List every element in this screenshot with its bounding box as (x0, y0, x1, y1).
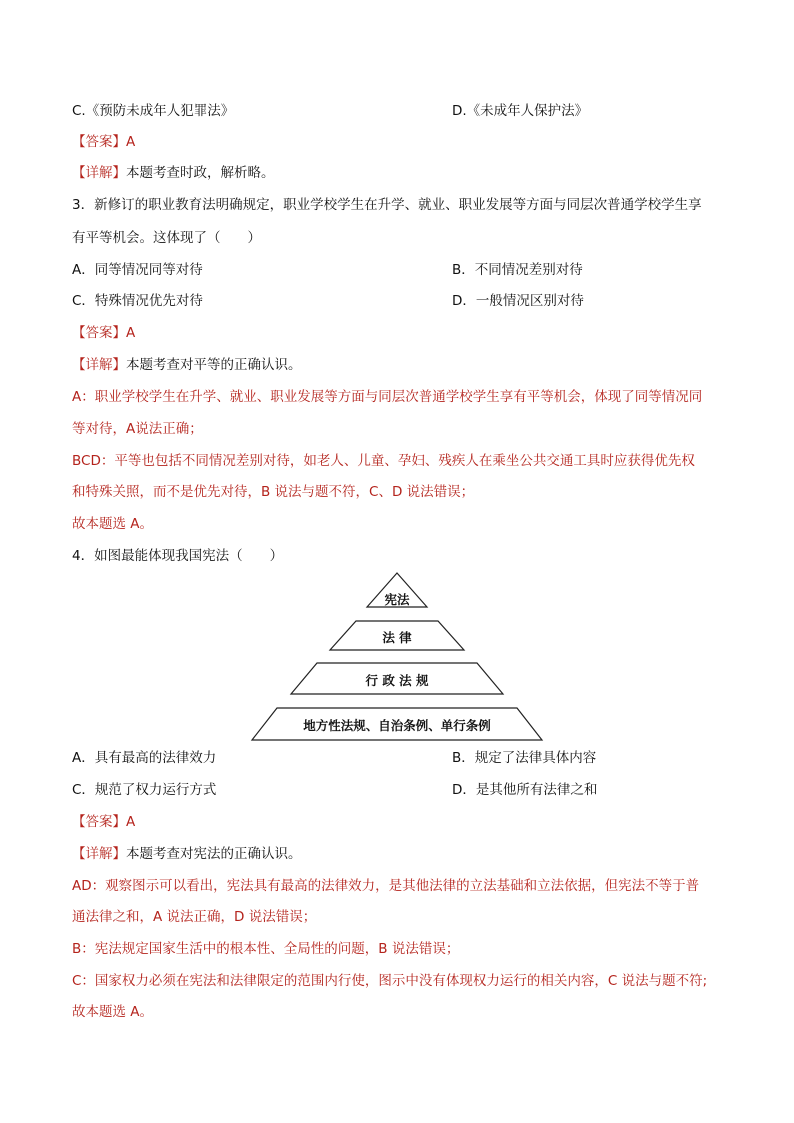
q3-conclusion: 故本题选 A。 (72, 516, 154, 532)
q3-explanation-bcd-1: BCD：平等也包括不同情况差别对待，如老人、儿童、孕妇、残疾人在乘坐公共交通工具时应获得优先权 (72, 453, 695, 469)
q4-explanation-ad-1: AD：观察图示可以看出，宪法具有最高的法律效力，是其他法律的立法基础和立法依据，但宪法不等于普 (72, 878, 700, 894)
answer-tag: 【答案】 (72, 814, 126, 830)
detail-text: 本题考查对宪法的正确认识。 (126, 846, 302, 862)
q3-explanation-bcd-2: 和特殊关照，而不是优先对待，B 说法与题不符，C、D 说法错误； (72, 484, 475, 500)
q4-option-c: C．规范了权力运行方式 (72, 782, 217, 798)
q4-options-row-2 (72, 780, 724, 800)
q3-explanation-a-1: A：职业学校学生在升学、就业、职业发展等方面与同层次普通学校学生享有平等机会，体现了同等情况同 (72, 389, 703, 405)
q4-explanation-b: B：宪法规定国家生活中的根本性、全局性的问题，B 说法错误； (72, 941, 460, 957)
detail-tag: 【详解】 (72, 846, 126, 862)
q3-stem-line-1: 3．新修订的职业教育法明确规定，职业学校学生在升学、就业、职业发展等方面与同层次普通学校学生享 (72, 197, 702, 213)
q4-answer (72, 812, 724, 832)
detail-tag: 【详解】 (72, 357, 126, 373)
detail-tag: 【详解】 (72, 165, 126, 181)
q4-conclusion: 故本题选 A。 (72, 1004, 154, 1020)
q4-detail (72, 844, 724, 864)
q3-option-d: D．一般情况区别对待 (452, 293, 584, 309)
q3-stem-line-2: 有平等机会。这体现了（ ） (72, 230, 261, 246)
q4-explanation-ad-2: 通法律之和，A 说法正确，D 说法错误； (72, 909, 317, 925)
q3-explanation-a-2: 等对待，A说法正确； (72, 421, 203, 437)
q4-explanation-c: C：国家权力必须在宪法和法律限定的范围内行使，图示中没有体现权力运行的相关内容，C 说法与题不符; (72, 973, 708, 989)
answer-value: A (126, 134, 136, 150)
q4-options-row-1 (72, 748, 724, 768)
q3-option-c: C．特殊情况优先对待 (72, 293, 203, 309)
q2-option-d: D.《未成年人保护法》 (452, 103, 589, 119)
q4-option-b: B．规定了法律具体内容 (452, 750, 597, 766)
q4-option-d: D．是其他所有法律之和 (452, 782, 598, 798)
pyramid-level-1-label: 宪法 (384, 592, 410, 607)
pyramid-level-4-label: 地方性法规、自治条例、单行条例 (303, 718, 491, 733)
answer-value: A (126, 814, 136, 830)
answer-value: A (126, 325, 136, 341)
q2-option-c: C.《预防未成年人犯罪法》 (72, 103, 235, 119)
q3-option-a: A．同等情况同等对待 (72, 262, 203, 278)
answer-tag: 【答案】 (72, 134, 126, 150)
q3-option-b: B．不同情况差别对待 (452, 262, 583, 278)
detail-text: 本题考查对平等的正确认识。 (126, 357, 302, 373)
pyramid-level-3-label: 行 政 法 规 (365, 673, 429, 688)
pyramid-level-2-label: 法 律 (382, 630, 412, 645)
answer-tag: 【答案】 (72, 325, 126, 341)
detail-text: 本题考查时政，解析略。 (126, 165, 275, 181)
q4-stem: 4．如图最能体现我国宪法（ ） (72, 548, 284, 564)
q4-option-a: A．具有最高的法律效力 (72, 750, 217, 766)
